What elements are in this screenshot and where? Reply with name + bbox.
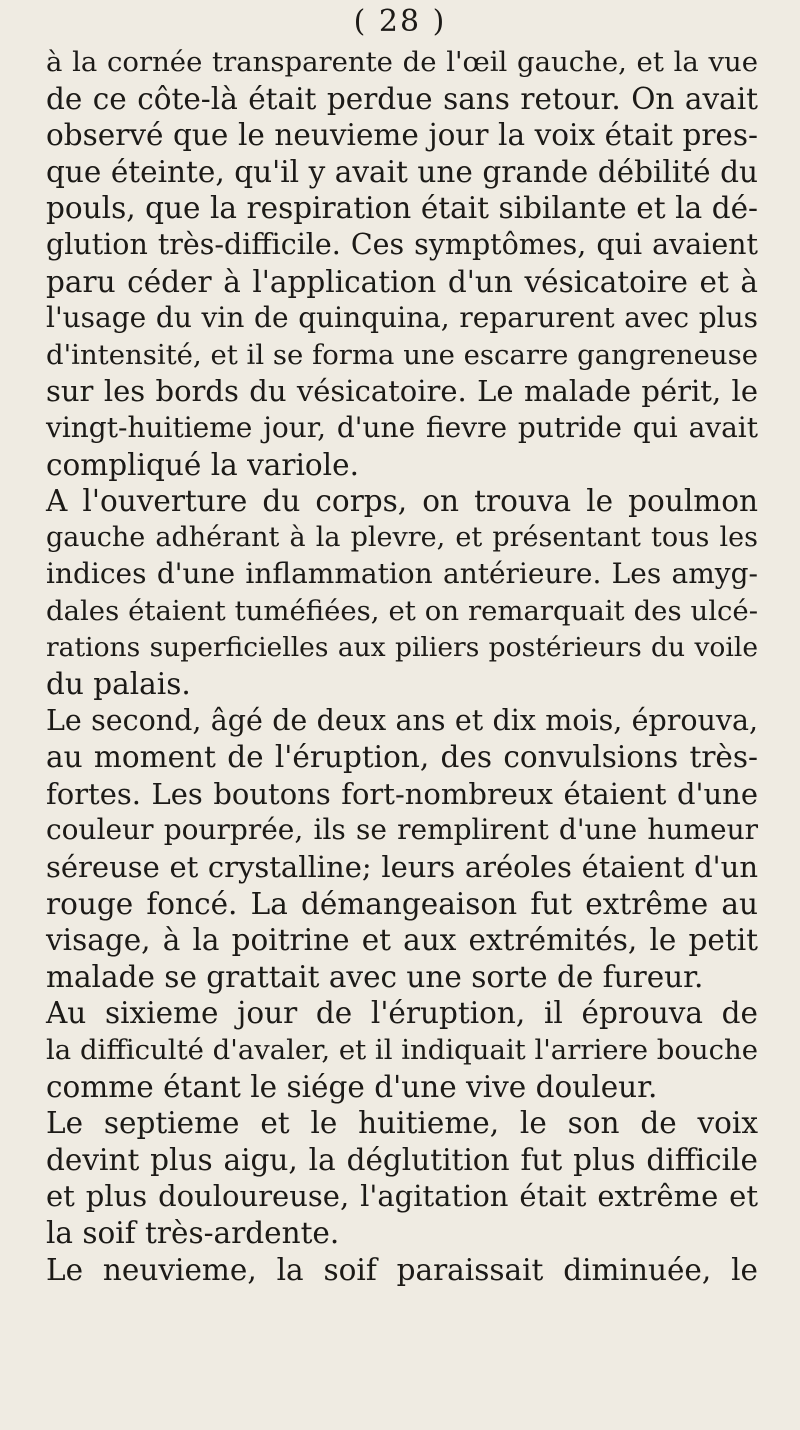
text-line: à la cornée transparente de l'œil gauche, et la vue (46, 46, 758, 78)
text-line: et plus douloureuse, l'agitation était extrême et (46, 1179, 758, 1214)
text-line: au moment de l'éruption, des convulsions très- (46, 740, 758, 775)
text-line: Le second, âgé de deux ans et dix mois, éprouva, (46, 703, 758, 737)
text-line: du palais. (46, 667, 191, 702)
text-line: l'usage du vin de quinquina, reparurent avec plus (46, 301, 758, 335)
text-line: gauche adhérant à la plevre, et présentant tous les (46, 521, 758, 553)
text-line: Le neuvieme, la soif paraissait diminuée, le (46, 1252, 758, 1287)
text-line: rouge foncé. La démangeaison fut extrême au (46, 886, 758, 921)
text-line: fortes. Les boutons fort-nombreux étaient d'une (46, 776, 758, 811)
text-line: paru céder à l'application d'un vésicatoire et à (46, 264, 758, 299)
text-line: devint plus aigu, la déglutition fut plus difficile (46, 1142, 758, 1177)
text-line: compliqué la variole. (46, 447, 359, 482)
text-line: glution très-difficile. Ces symptômes, qui avaient (46, 227, 758, 261)
text-line: d'intensité, et il se forma une escarre gangreneuse (46, 338, 758, 371)
text-line: sur les bords du vésicatoire. Le malade périt, le (46, 374, 758, 409)
page-number: ( 28 ) (353, 4, 447, 39)
text-line: A l'ouverture du corps, on trouva le poulmon (46, 484, 758, 519)
text-line: la difficulté d'avaler, et il indiquait l'arriere bouche (46, 1034, 758, 1067)
text-line: malade se grattait avec une sorte de fureur. (46, 959, 704, 994)
text-line: Au sixieme jour de l'éruption, il éprouva de (46, 996, 758, 1031)
text-line: visage, à la poitrine et aux extrémités, le petit (46, 923, 758, 958)
text-line: observé que le neuvieme jour la voix était pres- (46, 118, 758, 153)
text-line: séreuse et crystalline; leurs aréoles étaient d'un (46, 850, 758, 885)
text-line: que éteinte, qu'il y avait une grande débilité du (46, 154, 758, 189)
text-line: la soif très-ardente. (46, 1216, 340, 1250)
body-text (46, 44, 758, 1288)
text-line: dales étaient tuméfiées, et on remarquait des ulcé- (46, 594, 758, 627)
text-line: pouls, que la respiration était sibilante et la dé- (46, 191, 758, 226)
text-line: de ce côte-là était perdue sans retour. On avait (46, 81, 758, 116)
text-line: Le septieme et le huitieme, le son de voix (46, 1106, 758, 1141)
text-line: indices d'une inflammation antérieure. Les amyg- (46, 557, 758, 591)
text-line: comme étant le siége d'une vive douleur. (46, 1069, 658, 1104)
text-line: vingt-huitieme jour, d'une fievre putride qui avait (46, 410, 758, 444)
text-line: couleur pourprée, ils se remplirent d'une humeur (46, 813, 758, 847)
text-line: rations superficielles aux piliers postérieurs du voile (46, 631, 758, 663)
